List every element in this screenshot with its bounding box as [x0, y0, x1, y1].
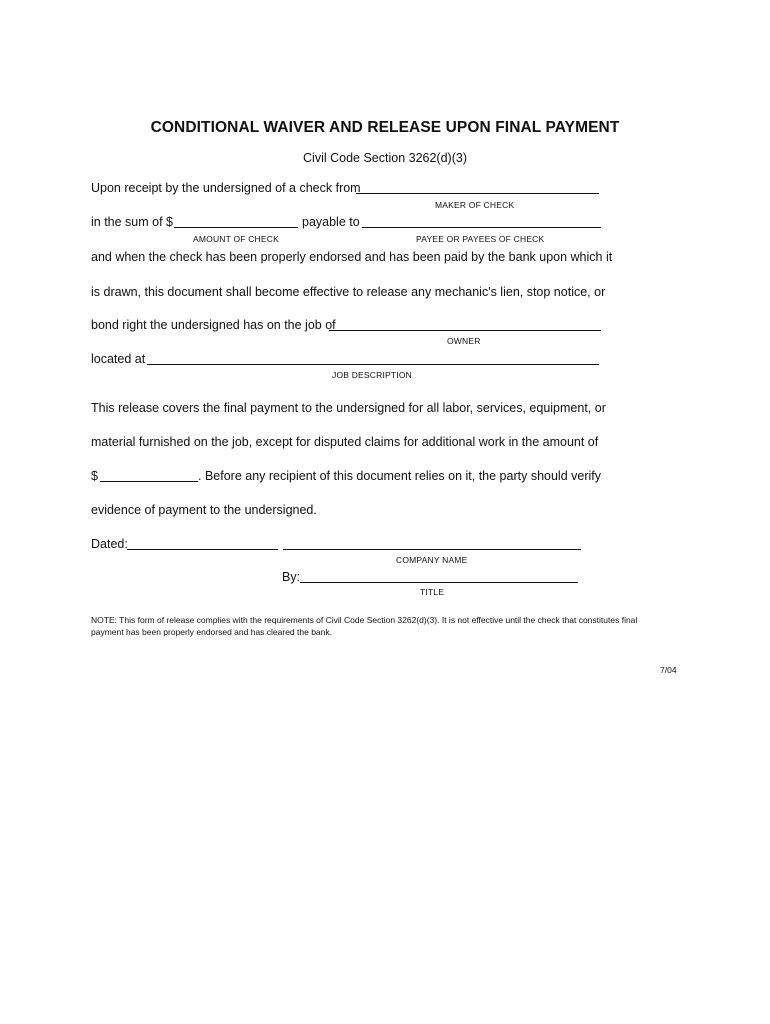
job-of-text: bond right the undersigned has on the job of — [91, 318, 336, 332]
title-caption: TITLE — [420, 587, 445, 597]
body-text-line: evidence of payment to the undersigned. — [91, 503, 317, 517]
located-at-text: located at — [91, 352, 146, 366]
disputed-amount-field[interactable] — [100, 481, 198, 482]
body-text-line: . Before any recipient of this document relies on it, the party should verify — [198, 469, 601, 483]
payee-field[interactable] — [362, 227, 601, 228]
sum-text: in the sum of $ — [91, 215, 173, 229]
owner-caption: OWNER — [447, 336, 481, 346]
job-description-field[interactable] — [147, 364, 599, 365]
payee-caption: PAYEE OR PAYEES OF CHECK — [416, 234, 545, 244]
maker-of-check-field[interactable] — [356, 193, 599, 194]
job-description-caption: JOB DESCRIPTION — [332, 370, 412, 380]
by-label: By: — [282, 570, 301, 584]
note-text: NOTE: This form of release complies with the requirements of Civil Code Section 3262(d)(3). It is not effective until the check that constitutes final payment has been properly endorsed and has cleared the bank. — [91, 615, 638, 637]
dated-label: Dated: — [91, 537, 128, 551]
maker-of-check-caption: MAKER OF CHECK — [435, 200, 515, 210]
owner-field[interactable] — [329, 330, 601, 331]
company-name-caption: COMPANY NAME — [396, 555, 468, 565]
signature-title-field[interactable] — [300, 582, 578, 583]
payable-to-text: payable to — [302, 215, 360, 229]
document-title: CONDITIONAL WAIVER AND RELEASE UPON FINAL PAYMENT — [150, 119, 620, 136]
company-name-field[interactable] — [283, 549, 581, 550]
body-text-line: is drawn, this document shall become effective to release any mechanic's lien, stop notice, or — [91, 285, 606, 299]
revision-label: 7/04 — [660, 665, 677, 675]
body-text-line: This release covers the final payment to the undersigned for all labor, services, equipment, or — [91, 401, 606, 415]
document-subtitle: Civil Code Section 3262(d)(3) — [303, 151, 467, 165]
body-text-line: material furnished on the job, except for disputed claims for additional work in the amount of — [91, 435, 599, 449]
body-text-line: and when the check has been properly endorsed and has been paid by the bank upon which it — [91, 250, 613, 264]
check-from-text: Upon receipt by the undersigned of a check from — [91, 181, 361, 195]
dollar-sign: $ — [91, 469, 98, 483]
date-field[interactable] — [127, 549, 278, 550]
amount-of-check-field[interactable] — [174, 227, 298, 228]
amount-of-check-caption: AMOUNT OF CHECK — [193, 234, 279, 244]
